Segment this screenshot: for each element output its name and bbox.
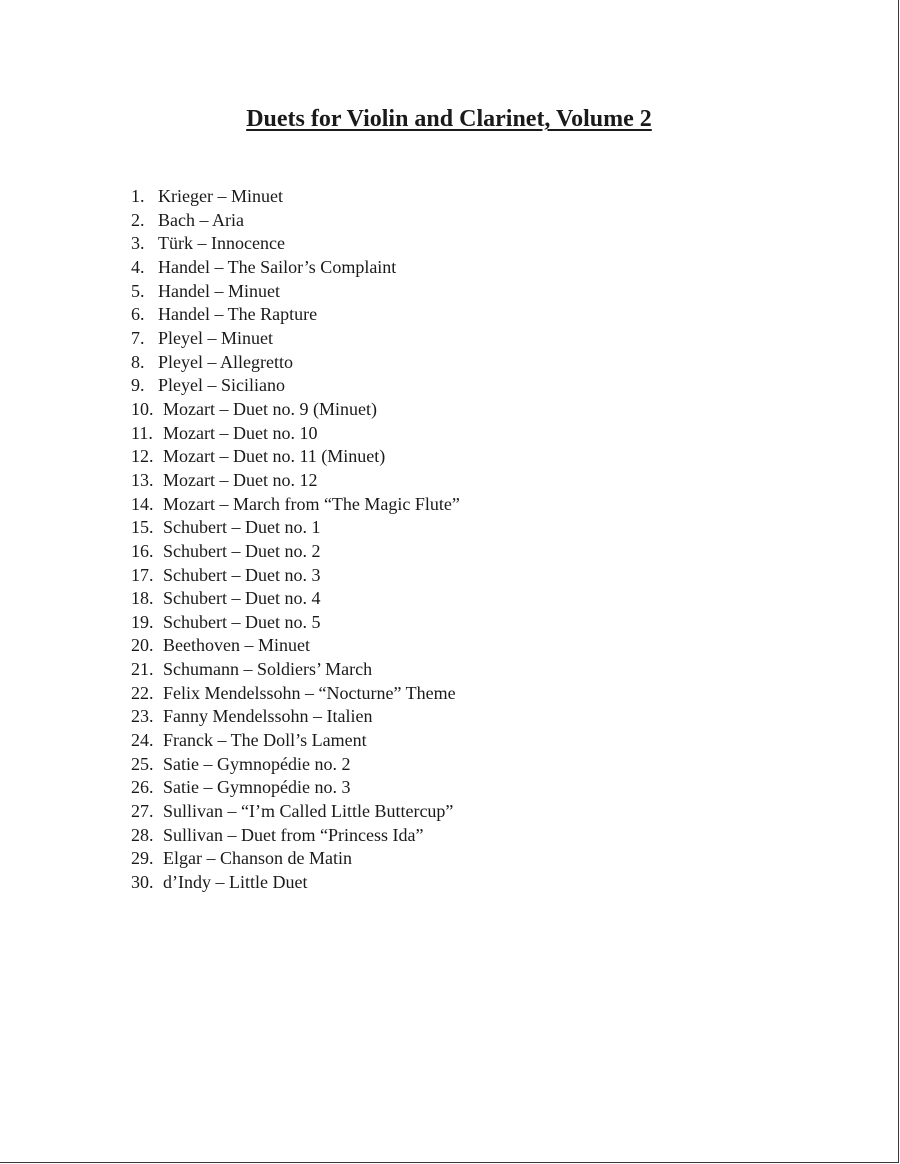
list-item bbox=[131, 587, 460, 611]
list-item bbox=[131, 705, 460, 729]
item-title: Mozart – Duet no. 12 bbox=[163, 469, 318, 490]
item-number: 15. bbox=[131, 517, 154, 538]
item-number: 11. bbox=[131, 422, 153, 443]
list-item bbox=[131, 422, 460, 446]
list-item bbox=[131, 682, 460, 706]
item-number: 28. bbox=[131, 824, 154, 845]
item-title: Krieger – Minuet bbox=[158, 186, 283, 206]
list-item bbox=[131, 824, 460, 848]
list-item bbox=[131, 493, 460, 517]
item-title: Pleyel – Allegretto bbox=[158, 351, 293, 372]
item-number: 27. bbox=[131, 801, 154, 822]
item-title: Schubert – Duet no. 1 bbox=[163, 517, 321, 538]
item-number: 6. bbox=[131, 304, 145, 325]
list-item bbox=[131, 280, 460, 304]
item-title: Fanny Mendelssohn – Italien bbox=[163, 706, 373, 727]
list-item bbox=[131, 327, 460, 351]
list-item bbox=[131, 753, 460, 777]
list-item bbox=[131, 800, 460, 824]
item-number: 23. bbox=[131, 706, 154, 727]
item-number: 9. bbox=[131, 375, 145, 396]
item-number: 20. bbox=[131, 635, 154, 656]
item-title: Bach – Aria bbox=[158, 209, 244, 230]
item-number: 8. bbox=[131, 351, 145, 372]
list-item bbox=[131, 564, 460, 588]
item-title: Schubert – Duet no. 4 bbox=[163, 588, 321, 609]
item-title: Felix Mendelssohn – “Nocturne” Theme bbox=[163, 682, 456, 703]
list-item bbox=[131, 516, 460, 540]
item-title: d’Indy – Little Duet bbox=[163, 872, 308, 893]
item-title: Franck – The Doll’s Lament bbox=[163, 730, 367, 751]
item-title: Sullivan – Duet from “Princess Ida” bbox=[163, 824, 424, 845]
item-title: Türk – Innocence bbox=[158, 233, 285, 254]
item-number: 25. bbox=[131, 753, 154, 774]
item-number: 29. bbox=[131, 848, 154, 869]
item-title: Schumann – Soldiers’ March bbox=[163, 659, 373, 680]
item-number: 10. bbox=[131, 398, 154, 419]
item-title: Mozart – Duet no. 9 (Minuet) bbox=[163, 398, 377, 419]
item-title: Pleyel – Siciliano bbox=[158, 375, 285, 396]
list-item bbox=[131, 303, 460, 327]
item-number: 12. bbox=[131, 446, 154, 467]
item-number: 24. bbox=[131, 730, 154, 751]
item-number: 17. bbox=[131, 564, 154, 585]
item-number: 5. bbox=[131, 280, 145, 301]
item-title: Elgar – Chanson de Matin bbox=[163, 848, 352, 869]
item-title: Satie – Gymnopédie no. 3 bbox=[163, 777, 351, 798]
item-number: 4. bbox=[131, 256, 145, 277]
item-title: Sullivan – “I’m Called Little Buttercup” bbox=[163, 801, 454, 822]
list-item bbox=[131, 209, 460, 233]
item-title: Handel – The Rapture bbox=[158, 304, 318, 325]
item-title: Pleyel – Minuet bbox=[158, 327, 273, 348]
item-number: 21. bbox=[131, 659, 154, 680]
list-item bbox=[131, 729, 460, 753]
item-title: Handel – Minuet bbox=[158, 280, 280, 301]
list-item bbox=[131, 351, 460, 375]
list-item bbox=[131, 540, 460, 564]
item-number: 7. bbox=[131, 327, 145, 348]
list-item bbox=[131, 776, 460, 800]
list-item bbox=[131, 634, 460, 658]
list-item bbox=[131, 256, 460, 280]
item-number: 18. bbox=[131, 588, 154, 609]
item-number: 13. bbox=[131, 469, 154, 490]
list-item bbox=[131, 374, 460, 398]
list-item bbox=[131, 232, 460, 256]
list-item bbox=[131, 871, 460, 895]
item-number: 1. bbox=[131, 186, 145, 206]
item-title: Schubert – Duet no. 2 bbox=[163, 540, 321, 561]
list-item bbox=[131, 658, 460, 682]
list-item bbox=[131, 611, 460, 635]
list-item bbox=[131, 398, 460, 422]
item-number: 30. bbox=[131, 872, 154, 893]
contents-list bbox=[131, 185, 460, 895]
item-title: Mozart – March from “The Magic Flute” bbox=[163, 493, 460, 514]
item-title: Mozart – Duet no. 10 bbox=[163, 422, 318, 443]
item-number: 3. bbox=[131, 233, 145, 254]
item-number: 2. bbox=[131, 209, 145, 230]
list-item bbox=[131, 469, 460, 493]
item-title: Schubert – Duet no. 3 bbox=[163, 564, 321, 585]
list-item bbox=[131, 185, 460, 209]
list-item bbox=[131, 847, 460, 871]
list-item bbox=[131, 445, 460, 469]
item-title: Satie – Gymnopédie no. 2 bbox=[163, 753, 351, 774]
item-title: Beethoven – Minuet bbox=[163, 635, 310, 656]
item-number: 19. bbox=[131, 611, 154, 632]
item-number: 26. bbox=[131, 777, 154, 798]
item-number: 14. bbox=[131, 493, 154, 514]
item-title: Mozart – Duet no. 11 (Minuet) bbox=[163, 446, 386, 467]
item-number: 22. bbox=[131, 682, 154, 703]
item-title: Schubert – Duet no. 5 bbox=[163, 611, 321, 632]
item-title: Handel – The Sailor’s Complaint bbox=[158, 256, 397, 277]
page-title: Duets for Violin and Clarinet, Volume 2 bbox=[246, 106, 652, 132]
item-number: 16. bbox=[131, 540, 154, 561]
